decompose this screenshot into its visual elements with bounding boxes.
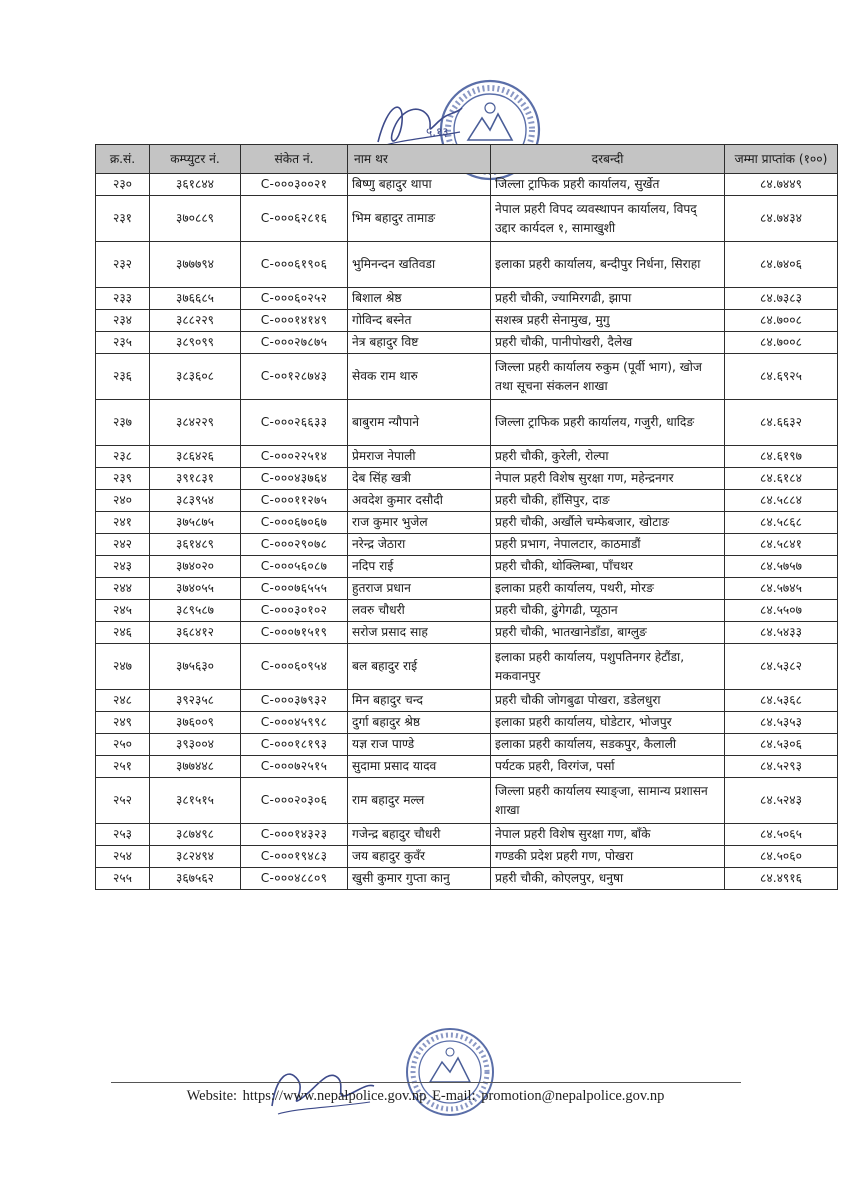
cell-code-no: C-०००२२५१४ bbox=[241, 446, 348, 468]
cell-post: प्रहरी चौकी, थोक्लिम्बा, पाँचथर bbox=[491, 556, 725, 578]
signature-date: ५.१३ bbox=[426, 125, 449, 139]
cell-code-no: C-०००२०३०६ bbox=[241, 778, 348, 824]
cell-computer-no: ३८४२२९ bbox=[150, 400, 241, 446]
email-link[interactable]: promotion@nepalpolice.gov.np bbox=[481, 1088, 665, 1104]
cell-total: ८४.६९२५ bbox=[725, 354, 838, 400]
cell-name: अवदेश कुमार दसौदी bbox=[348, 490, 491, 512]
cell-post: गण्डकी प्रदेश प्रहरी गण, पोखरा bbox=[491, 846, 725, 868]
cell-code-no: C-०००७२५१५ bbox=[241, 756, 348, 778]
cell-post: इलाका प्रहरी कार्यालय, बन्दीपुर निर्धना, सिराहा bbox=[491, 242, 725, 288]
cell-post: पर्यटक प्रहरी, विरगंज, पर्सा bbox=[491, 756, 725, 778]
cell-total: ८४.५३८२ bbox=[725, 644, 838, 690]
cell-post: प्रहरी चौकी, पानीपोखरी, दैलेख bbox=[491, 332, 725, 354]
cell-computer-no: ३९३००४ bbox=[150, 734, 241, 756]
cell-sn: २३३ bbox=[96, 288, 150, 310]
cell-post: नेपाल प्रहरी विपद व्यवस्थापन कार्यालय, विपद् उद्दार कार्यदल १, सामाखुशी bbox=[491, 196, 725, 242]
cell-code-no: C-०००१४१४९ bbox=[241, 310, 348, 332]
cell-code-no: C-०००१९४८३ bbox=[241, 846, 348, 868]
table-row bbox=[96, 622, 838, 644]
cell-total: ८४.५२४३ bbox=[725, 778, 838, 824]
cell-computer-no: ३७०८८९ bbox=[150, 196, 241, 242]
table-row bbox=[96, 846, 838, 868]
cell-computer-no: ३८३६०८ bbox=[150, 354, 241, 400]
table-row bbox=[96, 310, 838, 332]
cell-sn: २५४ bbox=[96, 846, 150, 868]
table-row bbox=[96, 824, 838, 846]
header-code-no: संकेत नं. bbox=[241, 145, 348, 174]
cell-computer-no: ३८३९५४ bbox=[150, 490, 241, 512]
cell-code-no: C-०००५६०८७ bbox=[241, 556, 348, 578]
header-sn: क्र.सं. bbox=[96, 145, 150, 174]
table-row bbox=[96, 512, 838, 534]
table-row bbox=[96, 354, 838, 400]
table-row bbox=[96, 756, 838, 778]
table-row bbox=[96, 400, 838, 446]
cell-name: राम बहादुर मल्ल bbox=[348, 778, 491, 824]
table-row bbox=[96, 868, 838, 890]
table-row bbox=[96, 644, 838, 690]
cell-code-no: C-०००११२७५ bbox=[241, 490, 348, 512]
email-label: E-mail: bbox=[432, 1088, 476, 1104]
table-row bbox=[96, 174, 838, 196]
cell-sn: २३८ bbox=[96, 446, 150, 468]
cell-computer-no: ३८९०९९ bbox=[150, 332, 241, 354]
cell-name: सुदामा प्रसाद यादव bbox=[348, 756, 491, 778]
header-name: नाम थर bbox=[348, 145, 491, 174]
cell-name: लवरु चौधरी bbox=[348, 600, 491, 622]
table-row bbox=[96, 578, 838, 600]
cell-computer-no: ३७७७९४ bbox=[150, 242, 241, 288]
table-row bbox=[96, 534, 838, 556]
cell-sn: २३० bbox=[96, 174, 150, 196]
cell-total: ८४.६१८४ bbox=[725, 468, 838, 490]
cell-computer-no: ३६८४१२ bbox=[150, 622, 241, 644]
cell-computer-no: ३८१५१५ bbox=[150, 778, 241, 824]
website-link[interactable]: https://www.nepalpolice.gov.np bbox=[242, 1088, 427, 1104]
cell-sn: २५३ bbox=[96, 824, 150, 846]
cell-post: प्रहरी चौकी जोगबुढा पोखरा, डडेलधुरा bbox=[491, 690, 725, 712]
cell-name: बिष्णु बहादुर थापा bbox=[348, 174, 491, 196]
cell-name: खुसी कुमार गुप्ता कानु bbox=[348, 868, 491, 890]
cell-computer-no: ३९१८३१ bbox=[150, 468, 241, 490]
cell-post: प्रहरी चौकी, ज्यामिरगढी, झापा bbox=[491, 288, 725, 310]
table-row bbox=[96, 690, 838, 712]
cell-sn: २४२ bbox=[96, 534, 150, 556]
cell-code-no: C-०००३७९३२ bbox=[241, 690, 348, 712]
cell-sn: २४० bbox=[96, 490, 150, 512]
cell-code-no: C-०००४८८०९ bbox=[241, 868, 348, 890]
results-table bbox=[95, 144, 838, 890]
cell-sn: २३७ bbox=[96, 400, 150, 446]
cell-post: इलाका प्रहरी कार्यालय, पशुपतिनगर हेटौंडा, मकवानपुर bbox=[491, 644, 725, 690]
cell-total: ८४.७४०६ bbox=[725, 242, 838, 288]
cell-post: इलाका प्रहरी कार्यालय, घोडेटार, भोजपुर bbox=[491, 712, 725, 734]
cell-total: ८४.५०६० bbox=[725, 846, 838, 868]
table-row bbox=[96, 332, 838, 354]
cell-post: प्रहरी प्रभाग, नेपालटार, काठमाडौं bbox=[491, 534, 725, 556]
table-header-row bbox=[96, 145, 838, 174]
cell-code-no: C-०००१८१९३ bbox=[241, 734, 348, 756]
cell-computer-no: ३६१४८९ bbox=[150, 534, 241, 556]
cell-name: सेवक राम थारु bbox=[348, 354, 491, 400]
cell-post: प्रहरी चौकी, कुरेली, रोल्पा bbox=[491, 446, 725, 468]
cell-computer-no: ३७४०५५ bbox=[150, 578, 241, 600]
cell-post: नेपाल प्रहरी विशेष सुरक्षा गण, महेन्द्रनगर bbox=[491, 468, 725, 490]
cell-name: सरोज प्रसाद साह bbox=[348, 622, 491, 644]
cell-code-no: C-०००२९०७८ bbox=[241, 534, 348, 556]
cell-post: जिल्ला प्रहरी कार्यालय स्याङ्जा, सामान्य प्रशासन शाखा bbox=[491, 778, 725, 824]
table-row bbox=[96, 712, 838, 734]
cell-post: जिल्ला ट्राफिक प्रहरी कार्यालय, सुर्खेत bbox=[491, 174, 725, 196]
cell-computer-no: ३८८२२९ bbox=[150, 310, 241, 332]
table-row bbox=[96, 556, 838, 578]
cell-total: ८४.७००८ bbox=[725, 310, 838, 332]
table-row bbox=[96, 600, 838, 622]
cell-name: राज कुमार भुजेल bbox=[348, 512, 491, 534]
cell-computer-no: ३७४०२० bbox=[150, 556, 241, 578]
cell-code-no: C-०००६७०६७ bbox=[241, 512, 348, 534]
cell-name: नेत्र बहादुर विष्ट bbox=[348, 332, 491, 354]
cell-computer-no: ३७६६८५ bbox=[150, 288, 241, 310]
cell-name: देब सिंह खत्री bbox=[348, 468, 491, 490]
cell-code-no: C-०००३०१०२ bbox=[241, 600, 348, 622]
cell-code-no: C-००१२८७४३ bbox=[241, 354, 348, 400]
cell-code-no: C-०००६०९५४ bbox=[241, 644, 348, 690]
cell-post: सशस्त्र प्रहरी सेनामुख, मुगु bbox=[491, 310, 725, 332]
cell-code-no: C-०००२६६३३ bbox=[241, 400, 348, 446]
table-row bbox=[96, 196, 838, 242]
cell-computer-no: ३७६००९ bbox=[150, 712, 241, 734]
cell-code-no: C-०००४३७६४ bbox=[241, 468, 348, 490]
cell-post: प्रहरी चौकी, कोएलपुर, धनुषा bbox=[491, 868, 725, 890]
cell-sn: २४७ bbox=[96, 644, 150, 690]
cell-computer-no: ३९२३५८ bbox=[150, 690, 241, 712]
cell-code-no: C-०००७१५१९ bbox=[241, 622, 348, 644]
cell-post: इलाका प्रहरी कार्यालय, सडकपुर, कैलाली bbox=[491, 734, 725, 756]
cell-sn: २३९ bbox=[96, 468, 150, 490]
cell-name: दुर्गा बहादुर श्रेष्ठ bbox=[348, 712, 491, 734]
cell-total: ८४.५५०७ bbox=[725, 600, 838, 622]
cell-post: प्रहरी चौकी, भातखानेडाँडा, बाग्लुङ bbox=[491, 622, 725, 644]
cell-sn: २३४ bbox=[96, 310, 150, 332]
cell-code-no: C-०००२७८७५ bbox=[241, 332, 348, 354]
cell-total: ८४.५७४५ bbox=[725, 578, 838, 600]
table-row bbox=[96, 490, 838, 512]
cell-total: ८४.६६३२ bbox=[725, 400, 838, 446]
cell-name: भुमिनन्दन खतिवडा bbox=[348, 242, 491, 288]
cell-post: जिल्ला ट्राफिक प्रहरी कार्यालय, गजुरी, धादिङ bbox=[491, 400, 725, 446]
cell-sn: २३२ bbox=[96, 242, 150, 288]
cell-name: प्रेमराज नेपाली bbox=[348, 446, 491, 468]
cell-computer-no: ३६१८४४ bbox=[150, 174, 241, 196]
cell-name: बाबुराम न्यौपाने bbox=[348, 400, 491, 446]
cell-sn: २४३ bbox=[96, 556, 150, 578]
cell-code-no: C-०००६२८१६ bbox=[241, 196, 348, 242]
cell-sn: २४५ bbox=[96, 600, 150, 622]
cell-sn: २३५ bbox=[96, 332, 150, 354]
cell-total: ८४.५३६८ bbox=[725, 690, 838, 712]
cell-sn: २४८ bbox=[96, 690, 150, 712]
cell-sn: २३१ bbox=[96, 196, 150, 242]
cell-name: बिशाल श्रेष्ठ bbox=[348, 288, 491, 310]
cell-code-no: C-०००६०२५२ bbox=[241, 288, 348, 310]
header-post: दरबन्दी bbox=[491, 145, 725, 174]
footer-divider bbox=[111, 1082, 741, 1083]
cell-name: मिन बहादुर चन्द bbox=[348, 690, 491, 712]
cell-total: ८४.५३०६ bbox=[725, 734, 838, 756]
header-total: जम्मा प्राप्तांक (१००) bbox=[725, 145, 838, 174]
cell-total: ८४.५८६८ bbox=[725, 512, 838, 534]
cell-total: ८४.५०६५ bbox=[725, 824, 838, 846]
cell-computer-no: ३७५६३० bbox=[150, 644, 241, 690]
cell-name: हुतराज प्रधान bbox=[348, 578, 491, 600]
cell-total: ८४.७४३४ bbox=[725, 196, 838, 242]
cell-name: नरेन्द्र जेठारा bbox=[348, 534, 491, 556]
cell-sn: २४९ bbox=[96, 712, 150, 734]
cell-sn: २५० bbox=[96, 734, 150, 756]
cell-total: ८४.५८८४ bbox=[725, 490, 838, 512]
cell-sn: २४४ bbox=[96, 578, 150, 600]
cell-name: यज्ञ राज पाण्डे bbox=[348, 734, 491, 756]
cell-total: ८४.४९१६ bbox=[725, 868, 838, 890]
cell-post: नेपाल प्रहरी विशेष सुरक्षा गण, बाँके bbox=[491, 824, 725, 846]
table-row bbox=[96, 242, 838, 288]
cell-name: भिम बहादुर तामाङ bbox=[348, 196, 491, 242]
cell-computer-no: ३६७५६२ bbox=[150, 868, 241, 890]
table-row bbox=[96, 468, 838, 490]
cell-total: ८४.५४३३ bbox=[725, 622, 838, 644]
cell-name: बल बहादुर राई bbox=[348, 644, 491, 690]
cell-code-no: C-०००६१९०६ bbox=[241, 242, 348, 288]
cell-computer-no: ३७५८७५ bbox=[150, 512, 241, 534]
cell-computer-no: ३८२४९४ bbox=[150, 846, 241, 868]
cell-total: ८४.५७५७ bbox=[725, 556, 838, 578]
cell-computer-no: ३८९५८७ bbox=[150, 600, 241, 622]
cell-total: ८४.६१९७ bbox=[725, 446, 838, 468]
cell-code-no: C-०००३००२१ bbox=[241, 174, 348, 196]
cell-post: प्रहरी चौकी, अर्खौले चम्फेबजार, खोटाङ bbox=[491, 512, 725, 534]
website-label: Website: bbox=[186, 1088, 238, 1104]
header-computer-no: कम्प्युटर नं. bbox=[150, 145, 241, 174]
cell-sn: २५२ bbox=[96, 778, 150, 824]
cell-post: जिल्ला प्रहरी कार्यालय रुकुम (पूर्वी भाग), खोज तथा सूचना संकलन शाखा bbox=[491, 354, 725, 400]
cell-total: ८४.७३८३ bbox=[725, 288, 838, 310]
cell-code-no: C-०००४५९९८ bbox=[241, 712, 348, 734]
table-row bbox=[96, 288, 838, 310]
footer bbox=[0, 1088, 851, 1105]
cell-sn: २५१ bbox=[96, 756, 150, 778]
cell-name: जय बहादुर कुवँर bbox=[348, 846, 491, 868]
cell-post: प्रहरी चौकी, ढुंगेगढी, प्यूठान bbox=[491, 600, 725, 622]
cell-post: प्रहरी चौकी, हाँसिपुर, दाङ bbox=[491, 490, 725, 512]
cell-code-no: C-०००७६५५५ bbox=[241, 578, 348, 600]
table-row bbox=[96, 446, 838, 468]
cell-sn: २३६ bbox=[96, 354, 150, 400]
cell-sn: २५५ bbox=[96, 868, 150, 890]
table-row bbox=[96, 778, 838, 824]
cell-total: ८४.७४४९ bbox=[725, 174, 838, 196]
cell-computer-no: ३८६४२६ bbox=[150, 446, 241, 468]
cell-computer-no: ३८७४९८ bbox=[150, 824, 241, 846]
cell-name: नदिप राई bbox=[348, 556, 491, 578]
table-row bbox=[96, 734, 838, 756]
cell-total: ८४.५३५३ bbox=[725, 712, 838, 734]
cell-total: ८४.५८४१ bbox=[725, 534, 838, 556]
cell-code-no: C-०००१४३२३ bbox=[241, 824, 348, 846]
cell-post: इलाका प्रहरी कार्यालय, पथरी, मोरङ bbox=[491, 578, 725, 600]
cell-name: गोविन्द बस्नेत bbox=[348, 310, 491, 332]
cell-total: ८४.७००८ bbox=[725, 332, 838, 354]
cell-computer-no: ३७७४४८ bbox=[150, 756, 241, 778]
cell-sn: २४६ bbox=[96, 622, 150, 644]
cell-total: ८४.५२९३ bbox=[725, 756, 838, 778]
cell-sn: २४१ bbox=[96, 512, 150, 534]
cell-name: गजेन्द्र बहादुर चौधरी bbox=[348, 824, 491, 846]
